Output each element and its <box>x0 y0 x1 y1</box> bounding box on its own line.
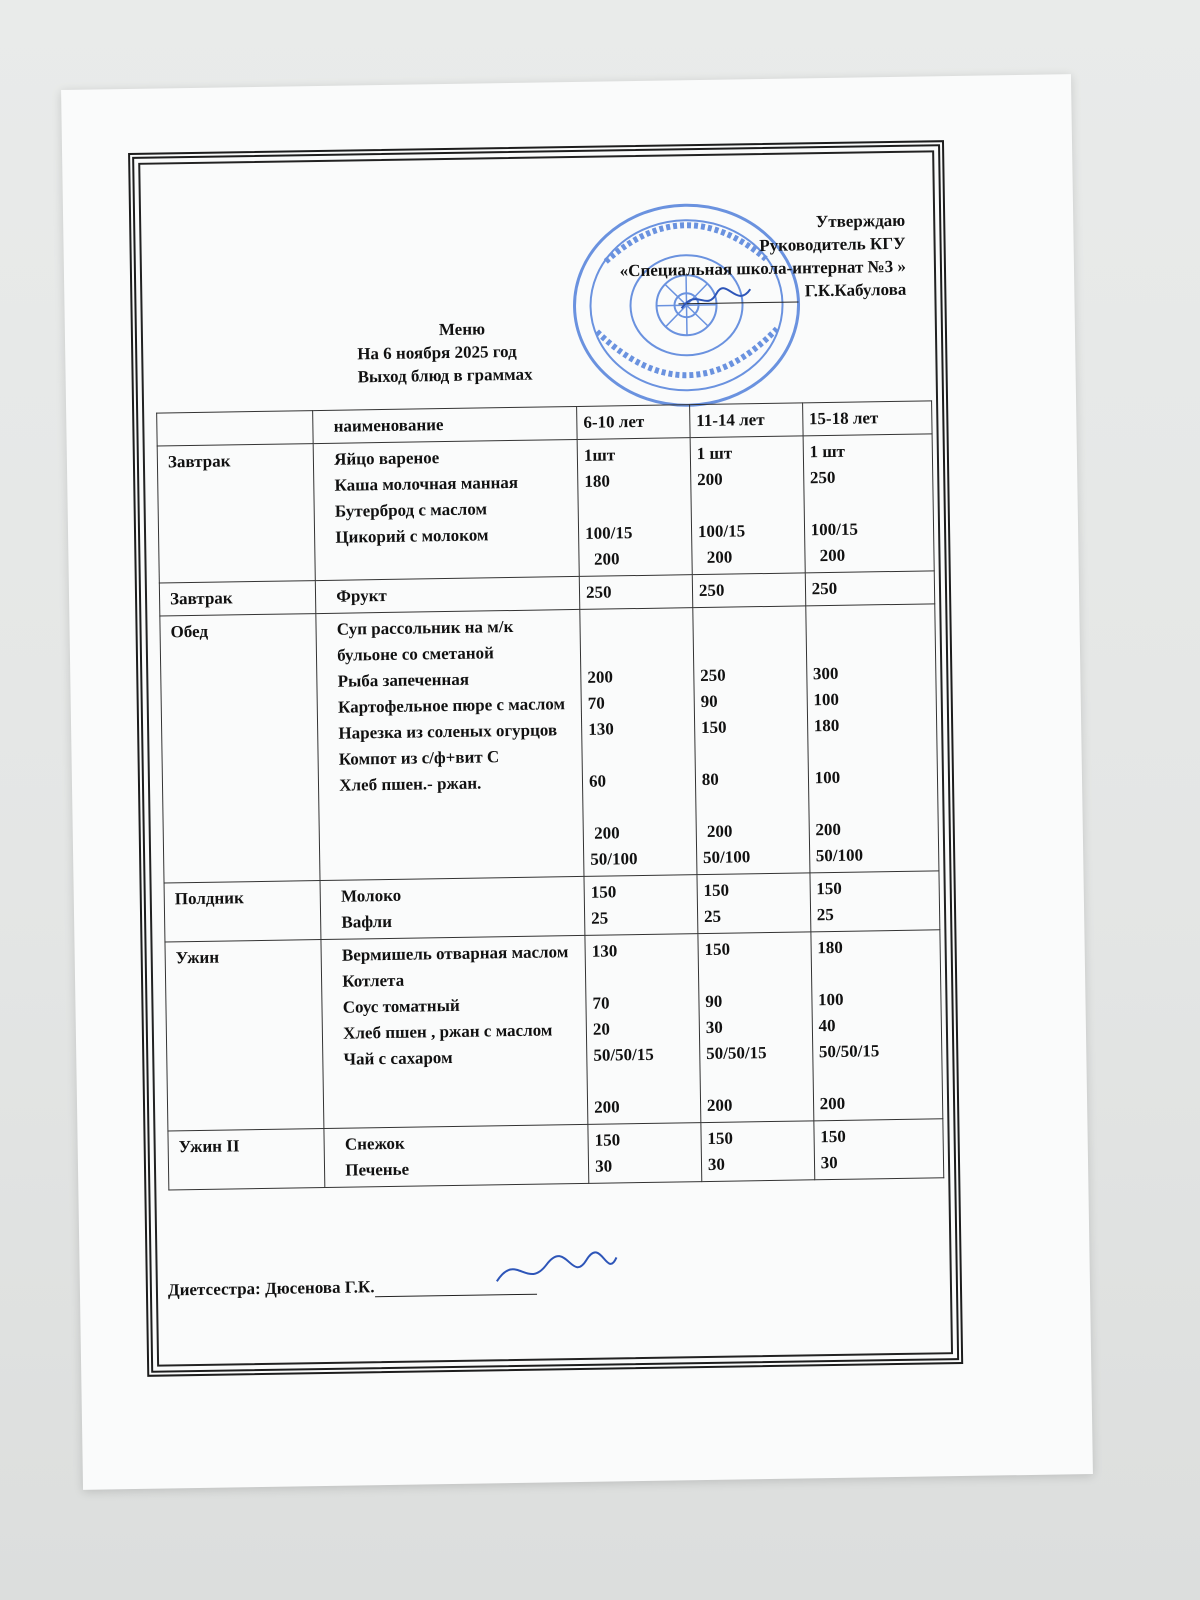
approval-line-1: Утверждаю <box>815 210 906 232</box>
dish-list <box>316 576 580 613</box>
portion-value: 250 <box>585 582 612 602</box>
director-name: Г.К.Кабулова <box>804 279 907 301</box>
header-meal <box>157 411 314 446</box>
portion-value: 200 <box>696 469 723 490</box>
portion-value: 180 <box>813 715 840 736</box>
portion-column <box>692 573 805 608</box>
portion-value: 180 <box>817 937 843 958</box>
approval-line-3: «Специальная школа-интернат №3 » <box>619 256 907 281</box>
portion-value <box>810 489 927 517</box>
portion-column <box>697 873 811 934</box>
meal-name: Ужин II <box>168 1129 325 1190</box>
portion-value: 30 <box>705 1017 723 1038</box>
portion-value: 150 <box>594 1130 621 1150</box>
portion-value: 150 <box>820 1126 846 1147</box>
dish-item: Рыба запеченная <box>337 669 470 691</box>
portion-value <box>819 1063 936 1091</box>
dish-item: Хлеб пшен.- ржан. <box>339 773 482 795</box>
dish-item: Снежок <box>344 1133 405 1154</box>
portion-value: 90 <box>705 991 723 1012</box>
header-age-15-18: 15-18 лет <box>802 401 932 436</box>
portion-value: 80 <box>701 769 719 790</box>
portion-value: 50/50/15 <box>593 1044 654 1065</box>
table-row <box>165 930 943 1131</box>
portion-value <box>589 793 689 821</box>
dish-item: Нарезка из соленых огурцов <box>338 720 558 743</box>
dish-list <box>313 439 579 580</box>
dietitian-signature-mark <box>491 1249 622 1295</box>
portion-value <box>701 739 801 767</box>
meal-name: Ужин <box>165 940 324 1131</box>
header-name: наименование <box>313 406 577 443</box>
portion-column <box>810 871 940 932</box>
portion-value: 200 <box>815 819 842 840</box>
portion-value: 200 <box>698 547 733 568</box>
portion-value: 250 <box>698 580 725 601</box>
dish-list <box>316 609 584 880</box>
portion-column <box>803 434 934 573</box>
portion-column <box>584 875 698 936</box>
portion-value: 30 <box>707 1154 726 1174</box>
portion-value: 25 <box>816 904 834 925</box>
portion-value <box>702 791 802 819</box>
portion-column <box>693 606 810 875</box>
dish-item: бульоне со сметаной <box>337 643 495 665</box>
approval-line-2: Руководитель КГУ <box>759 233 906 256</box>
portion-column <box>580 608 697 877</box>
portion-value: 250 <box>811 578 838 599</box>
portion-value: 70 <box>592 993 610 1013</box>
dish-item: Чай с сахаром <box>343 1047 453 1069</box>
portion-value: 100/15 <box>697 521 746 542</box>
portion-value <box>817 959 934 987</box>
portion-value: 25 <box>591 908 609 928</box>
portion-value: 150 <box>700 717 727 738</box>
portion-value <box>812 633 929 661</box>
portion-column <box>813 1119 943 1180</box>
portion-value: 150 <box>704 939 731 960</box>
portion-value: 100 <box>817 989 844 1010</box>
dish-item: Суп рассольник на м/к <box>336 616 514 639</box>
meal-name: Завтрак <box>157 444 315 583</box>
portion-value <box>699 609 799 637</box>
portion-value: 250 <box>700 665 726 686</box>
portion-value <box>814 737 931 765</box>
portion-value: 180 <box>584 471 611 491</box>
portion-value: 20 <box>592 1019 611 1039</box>
meal-name: Завтрак <box>159 581 316 616</box>
portion-column <box>577 438 692 577</box>
portion-value: 100 <box>813 689 840 710</box>
portion-value: 130 <box>588 719 614 739</box>
portion-value: 1 шт <box>696 443 733 464</box>
portion-column <box>805 571 935 606</box>
table-row <box>160 604 939 883</box>
portion-value: 150 <box>703 880 730 901</box>
portion-value: 200 <box>587 667 614 687</box>
dish-item: Вермишель отварная маслом <box>341 942 569 965</box>
portion-value: 50/50/15 <box>705 1043 767 1064</box>
portion-value: 1шт <box>583 445 616 465</box>
menu-title <box>357 317 533 389</box>
portion-value: 150 <box>707 1128 734 1148</box>
portion-value: 50/100 <box>590 849 638 869</box>
portion-column <box>579 575 692 610</box>
director-signature <box>676 281 757 318</box>
dish-item: Картофельное пюре с маслом <box>337 694 566 717</box>
portion-value: 150 <box>590 882 617 902</box>
portion-value: 130 <box>591 941 618 961</box>
dish-list <box>320 876 585 939</box>
portion-column <box>588 1123 702 1184</box>
header-age-11-14: 11-14 лет <box>689 403 802 438</box>
portion-value: 50/100 <box>702 847 751 868</box>
portion-value: 250 <box>809 467 836 488</box>
dish-list <box>321 935 588 1128</box>
title-date: На 6 ноября 2025 год <box>357 341 517 364</box>
portion-value: 200 <box>706 1095 733 1115</box>
approval-block <box>619 209 907 305</box>
portion-value <box>697 492 797 520</box>
dish-item: Котлета <box>342 970 405 991</box>
dish-item: Компот из с/ф+вит С <box>338 747 500 769</box>
meal-name: Обед <box>160 614 320 883</box>
portion-value <box>700 635 800 663</box>
portion-value: 200 <box>589 823 620 843</box>
portion-value: 200 <box>810 545 846 566</box>
portion-value <box>705 961 805 989</box>
dish-item: Молоко <box>340 885 402 906</box>
dish-list <box>324 1124 589 1187</box>
table-row <box>168 1119 944 1190</box>
portion-value <box>587 637 687 665</box>
header-age-6-10: 6-10 лет <box>577 405 690 440</box>
portion-value: 200 <box>585 549 620 569</box>
dish-item: Яйцо вареное <box>333 448 440 469</box>
portion-value <box>592 963 692 991</box>
portion-value: 30 <box>594 1156 613 1176</box>
dietitian-name: Диетсестра: Дюсенова Г.К. <box>167 1277 375 1300</box>
dish-item: Каша молочная манная <box>334 472 519 495</box>
dish-item: Хлеб пшен , ржан с маслом <box>343 1020 553 1043</box>
portion-value: 100/15 <box>585 523 633 543</box>
dish-item: Соус томатный <box>342 995 460 1017</box>
portion-column <box>701 1121 815 1182</box>
portion-value: 50/100 <box>815 845 864 866</box>
portion-column <box>585 934 701 1125</box>
portion-value <box>585 493 685 521</box>
portion-value: 200 <box>819 1093 846 1114</box>
portion-value <box>815 789 932 817</box>
portion-value <box>586 611 686 639</box>
portion-value <box>594 1067 694 1095</box>
dish-item: Печенье <box>345 1159 410 1180</box>
document-frame <box>128 140 963 1377</box>
dish-item: Цикорий с молоком <box>335 525 489 547</box>
title-menu: Меню <box>438 319 486 340</box>
portion-column <box>690 436 805 575</box>
dish-item: Фрукт <box>336 585 387 606</box>
portion-value: 40 <box>818 1015 836 1036</box>
table-row <box>157 434 934 583</box>
portion-value: 1 шт <box>809 441 846 462</box>
title-subtitle: Выход блюд в граммах <box>357 364 533 387</box>
portion-value: 50/50/15 <box>818 1041 880 1062</box>
meal-name: Полдник <box>164 881 321 942</box>
portion-value: 200 <box>702 821 733 842</box>
portion-value <box>812 607 929 635</box>
portion-value: 100 <box>814 767 841 788</box>
portion-value <box>588 741 688 769</box>
portion-value: 60 <box>588 771 607 791</box>
portion-column <box>811 930 943 1121</box>
menu-table <box>156 400 944 1190</box>
dish-item: Бутерброд с маслом <box>334 499 488 521</box>
portion-column <box>698 932 814 1123</box>
portion-value: 70 <box>587 693 605 713</box>
portion-value: 25 <box>703 906 722 927</box>
dish-item: Вафли <box>341 911 393 932</box>
portion-value <box>706 1065 806 1093</box>
menu-sheet <box>61 74 1093 1490</box>
portion-value: 90 <box>700 691 718 712</box>
portion-value: 200 <box>594 1097 620 1117</box>
portion-value: 300 <box>812 663 839 684</box>
portion-column <box>805 604 939 873</box>
portion-value: 100/15 <box>810 519 859 540</box>
portion-value: 150 <box>816 878 842 899</box>
portion-value: 30 <box>820 1152 838 1173</box>
